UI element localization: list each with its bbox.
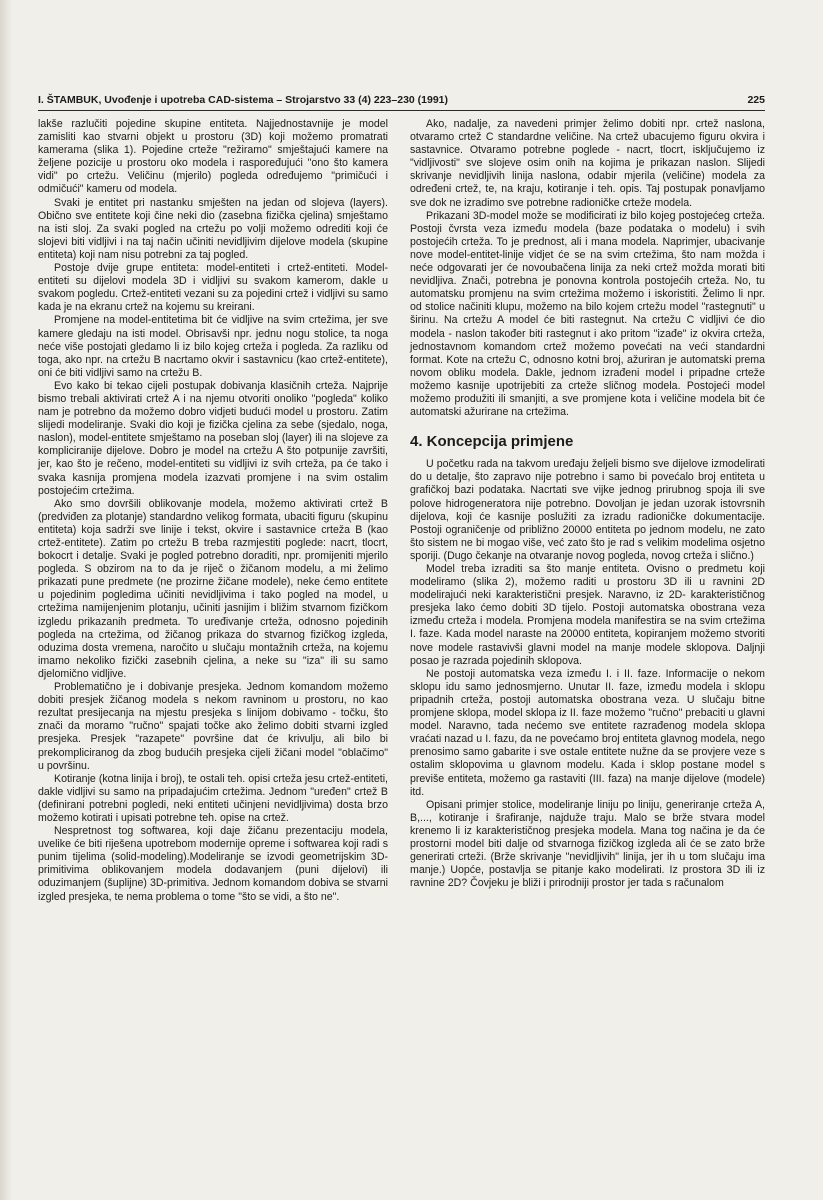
paragraph: Svaki je entitet pri nastanku smješten na jedan od slojeva (layers). Obično sve entitete koji čine neki dio (zasebna fizička cjelina) smještamo na isti sloj. Za svaki pogled na crtežu po volji možemo odrediti koji će slojevi biti vidljivi i na taj način učiniti nevidljivim dijelove modela (skupine entiteta) koji nam nisu potrebni za taj pogled. (38, 196, 388, 261)
paragraph: Problematično je i dobivanje presjeka. Jednom komandom možemo dobiti presjek žičanog modela s nekom ravninom u prostoru, no kao rezultat presijecanja na mjestu presjeka s linijom dobivamo - točku, što znači da moramo "ručno" spajati točke ako želimo dobiti stvarni izgled presjeka. Presjek "razapete" površine dat će krivulju, ali bilo bi prekompliciranog da zbog budućih presjeka cijeli žičani model "oblačimo" u površinu. (38, 681, 388, 772)
running-header (38, 94, 765, 111)
paragraph: Model treba izraditi sa što manje entiteta. Ovisno o predmetu koji modeliramo (slika 2), možemo raditi u prostoru 3D ili u ravnini 2D modelirajući neki karakteristični presjek. Naravno, iz 2D- karakterističnog presjeka lako ćemo dobiti 3D tijelo. Postoji automatska obostrana veza između crteža i modela. Promjena modela manifestira se na svim crtežima I. faze. Kada model naraste na 20000 entiteta, kopiranjem možemo stvoriti nove modele rastavivši glavni model na manje modele sklopova. Daljnji posao je razrada pojedinih sklopova. (410, 563, 765, 667)
section-heading: 4. Koncepcija primjene (410, 433, 574, 451)
paragraph: Postoje dvije grupe entiteta: model-entiteti i crtež-entiteti. Model- entiteti su dijelovi modela 3D i vidljivi su svakom kamerom, dakle u svakom pogledu. Crtež-entiteti vezani su za pojedini crtež i vidljivi su samo kada je na ekranu crtež na kojemu su kreirani. (38, 262, 388, 314)
paragraph: Ako, nadalje, za navedeni primjer želimo dobiti npr. crtež naslona, otvaramo crtež C standardne veličine. Na crtež ubacujemo figuru okvira i sastavnice. Otvaramo potrebne poglede - nacrt, tlocrt, isključujemo iz "vidljivosti" sve slojeve osim onih na kojima je prikazan naslon. Slijedi skrivanje nevidljivih linija naslona, odabir mjerila (veličine) modela za određeni crtež, te, na kraju, kotiranje i teh. opis. Taj postupak ponavljamo sve dok ne izradimo sve potrebne radioničke crteže modela. (410, 118, 765, 209)
paragraph: lakše razlučiti pojedine skupine entiteta. Najjednostavnije je model zamisliti kao stvarni objekt u prostoru (3D) koji možemo promatrati kamerama (slika 1). Pojedine crteže "režiramo" smještajući kamere na željene pozicije u prostoru oko modela i raspoređujući "ono što kamera vidi" po crtežu. Veličinu (mjerilo) pogleda određujemo "primičući i odmičući" kameru od modela. (38, 118, 388, 196)
right-column (410, 118, 765, 890)
paragraph: Opisani primjer stolice, modeliranje liniju po liniju, generiranje crteža A, B,..., kotiranje i šrafiranje, najduže traju. Malo se brže stvara model krenemo li iz karakterističnog presjeka modela. Mana tog načina je da će prostorni model biti dalje od stvarnoga fizičkog izgleda ali će se zato brže generirati crteži. (Brže skrivanje "nevidljivih" linija, jer ih u tom slučaju ima manje.) Uopće, postavlja se pitanje kako modelirati. Iz prostora 3D ili iz ravnine 2D? Čovjeku je bliži i prirodniji prostor jer tada s računalom (410, 798, 765, 890)
page-number: 225 (747, 94, 765, 106)
paragraph: Kotiranje (kotna linija i broj), te ostali teh. opisi crteža jesu crtež-entiteti, dakle vidljivi su samo na pripadajućim crtežima. Jednom "uređen" crtež B (definirani potrebni pogledi, neki entiteti učinjeni nevidljivima) dosta brzo možemo kotirati i upisati potrebne teh. opise na crtež. (38, 772, 388, 824)
paragraph: Ne postoji automatska veza između I. i II. faze. Informacije o nekom sklopu idu samo jednosmjerno. Unutar II. faze, između modela i sklopu pripadnih crteža, postoji automatska obostrana veza. U slučaju bitne promjene sklopa, model sklopa iz II. faze možemo "ručno" prebaciti u glavni model. Naravno, tada nećemo sve entitete razrađenog modela sklopa vraćati nazad u I. fazu, da ne povećamo broj entiteta glavnog modela, nego prenosimo samo gabarite i sve ostale entitete nužne da se provjere veze s ostalim sklopovima u glavnom modelu. Kada i sklop postane model s previše entiteta, možemo ga rastaviti (III. faza) na manje dijelove (modele) itd. (410, 667, 765, 798)
paragraph: Evo kako bi tekao cijeli postupak dobivanja klasičnih crteža. Najprije bismo trebali aktivirati crtež A i na njemu otvoriti onoliko "pogleda" koliko nam je potrebno da možemo dobro vidjeti budući model u prostoru. Zatim slijedi modeliranje. Svaki dio koji je fizička cjelina za sebe (sjedalo, noga, naslon), model-entitete smještamo na poseban sloj (layer) ili na slojeve za kompliciranije dijelove. Dobro je model na crtežu A što potpunije završiti, jer, kao što je rečeno, model-entiteti su vidljivi iz svih crteža, pa će tako i svaka kasnija promjena modela izazvati promjene i na svim ostalim postojećim crtežima. (38, 379, 388, 497)
paragraph: U početku rada na takvom uređaju željeli bismo sve dijelove izmodelirati do u detalje, što zapravo nije potrebno i samo bi povećalo broj entiteta u grafičkoj bazi podataka. Nacrtati sve vijke jednog prirubnog spoja ili sve polove hidrogeneratora nije potrebno. Dovoljan je jedan uzorak istovrsnih dijelova, koji će kasnije poslužiti za izradu radioničke dokumentacije. Postoji ograničenje od približno 20000 entiteta po jednom modelu, ne zato što sistem ne bi mogao više, već zato što je rad s velikim modelima osjetno sporiji. (Dugo čekanje na otvaranje novog pogleda, novog crteža i slično.) (410, 458, 765, 562)
paragraph: Nespretnost tog softwarea, koji daje žičanu prezentaciju modela, uvelike će biti riješena upotrebom modernije opreme i softwarea koji radi s punim tijelima (solid-modeling).Modeliranje se izvodi geometrijskim 3D-primitivima oblikovanjem modela dodavanjem (puni dijelovi) ili oduzimanjem (šuplijne) 3D-primitiva. Jednom komandom dobiva se stvarni izgled presjeka, te nema problema o tome "što se vidi, a što ne". (38, 825, 388, 903)
page-edge-shadow (0, 0, 12, 1200)
left-column (38, 118, 388, 904)
header-citation: I. ŠTAMBUK, Uvođenje i upotreba CAD-sistema – Strojarstvo 33 (4) 223–230 (1991) (38, 94, 449, 106)
paragraph: Promjene na model-entitetima bit će vidljive na svim crtežima, jer sve kamere gledaju na isti model. Obrisavši npr. jednu nogu stolice, ta noga neće više postojati gledamo li iz bilo kojeg crteža i pogleda. Za razliku od toga, ako npr. na crtežu B nacrtamo okvir i sastavnicu (kao crtež-entitete), oni će biti vidljivi samo na crtežu B. (38, 314, 388, 379)
paragraph: Prikazani 3D-model može se modificirati iz bilo kojeg postojećeg crteža. Postoji čvrsta veza između modela (baze podataka o modelu) i svih postojećih crteža. To je prednost, ali i mana modela. Naprimjer, ubacivanje nove model-entitet-linije vidjet će se na svim crtežima, što nam možda i neće odgovarati jer će novoubačena linija za neki crtež možda morati biti nevidljiva. Znači, potrebna je ponovna kontrola postojećih crteža. No, tu automatsku promjenu na svim crtežima možemo i iskoristiti. Želimo li npr. od stolice načiniti klupu, možemo na bilo kojem crtežu model "rastegnuti" u širinu. Na crtežu A model će biti rastegnut. Na crtežu C vidljivi će dio modela - naslon također biti rastegnut i ako pritom "izađe" iz okvira crteža, jednostavnom komandom crtež možemo povećati na veći standardni format. Kote na crtežu C, odnosno kotni broj, ažuriran je automatski prema novom obliku modela. Dakle, jednom izrađeni model i pripadne crteže možemo kasnije upotrijebiti za crteže sličnog modela. Postojeći model možemo produžiti ili smanjiti, a sve promjene kota i veličine modela bit će automatski ažurirane na crtežima. (410, 209, 765, 419)
paragraph: Ako smo dovršili oblikovanje modela, možemo aktivirati crtež B (predviđen za plotanje) standardno velikog formata, ubaciti figuru (skupinu entiteta) koja sadrži sve linije i tekst, okvire i sastavnice crteža B (kao crtež-entitete). Zatim po crtežu B treba razmjestiti poglede: nacrt, tlocrt, bokocrt i detalje. Svaki je pogled potrebno doraditi, npr. promijeniti mjerilo pogleda. S obzirom na to da je riječ o žičanom modelu, a mi želimo prikazati pune predmete (ne prozirne žičane modele), neke ćemo entitete u pojedinim pogledima učiniti nevidljivima i tako pogled na model, u crtežima namijenjenim plotanju, učiniti jasnijim i bližim stvarnom fizičkom izgledu prikazanih predmeta. To uređivanje crteža, odnosno pojedinih pogleda na crtežima, od žičanog prikaza do stvarnog fizičkog izgleda, oduzima dosta vremena, naročito u slučaju montažnih crteža, na kojemu imamo nekoliko fizički zasebnih cjelina, a neke su "iza" ili su samo djelomično vidljive. (38, 497, 388, 680)
